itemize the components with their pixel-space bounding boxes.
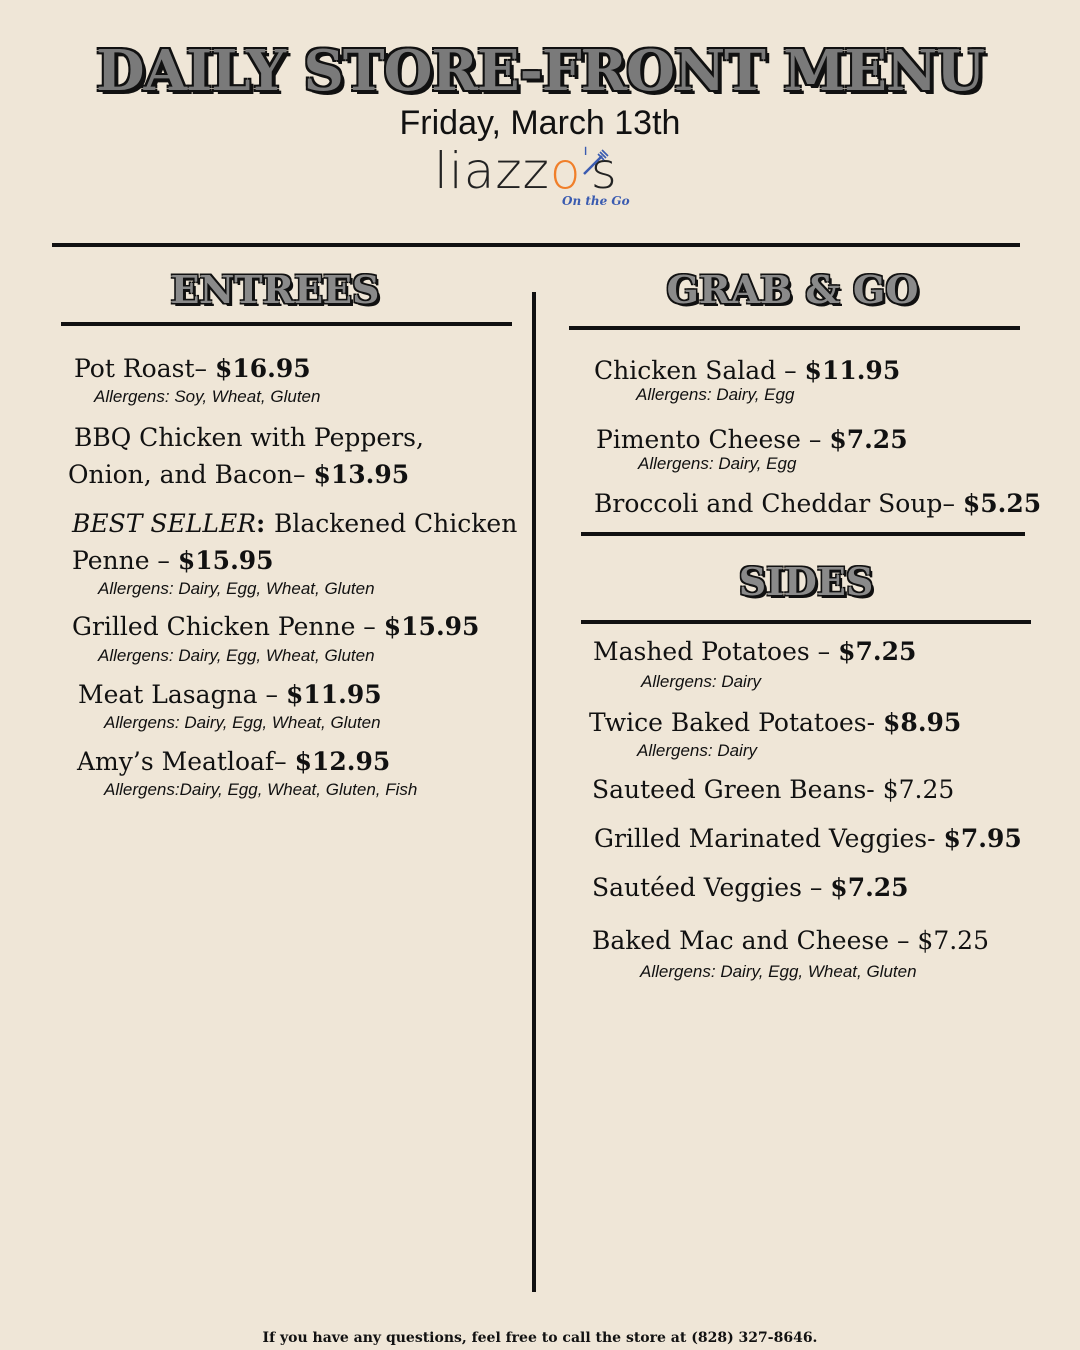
entree-allergens: Allergens: Soy, Wheat, Gluten — [94, 387, 321, 406]
grab-go-item: Pimento Cheese – $7.25 — [596, 425, 908, 454]
entree-item-best-seller: BEST SELLER: Blackened Chicken — [72, 509, 518, 538]
grab-go-allergens: Allergens: Dairy, Egg — [636, 385, 795, 404]
sides-allergens: Allergens: Dairy — [641, 672, 761, 691]
footer-contact: If you have any questions, feel free to call the store at (828) 327-8646. — [262, 1330, 818, 1346]
entree-item: Grilled Chicken Penne – $15.95 — [72, 612, 480, 641]
entree-item: Pot Roast– $16.95 — [74, 354, 311, 383]
grab-go-heading-rule — [569, 326, 1020, 330]
sides-allergens: Allergens: Dairy — [637, 741, 757, 760]
sides-item: Mashed Potatoes – $7.25 — [593, 637, 917, 666]
header-divider — [52, 243, 1020, 247]
best-seller-badge: BEST SELLER — [72, 509, 257, 538]
entree-allergens: Allergens: Dairy, Egg, Wheat, Gluten — [104, 713, 381, 732]
menu-date: Friday, March 13th — [399, 104, 681, 142]
sides-item: Twice Baked Potatoes- $8.95 — [589, 708, 962, 737]
liazzos-logo — [430, 142, 650, 214]
sides-item: Sautéed Veggies – $7.25 — [592, 873, 909, 902]
grab-go-item: Broccoli and Cheddar Soup– $5.25 — [594, 489, 1042, 518]
column-divider — [532, 292, 536, 1292]
entree-item-cont: Onion, and Bacon– $13.95 — [68, 460, 410, 489]
entree-item-cont: Penne – $15.95 — [72, 546, 274, 575]
grab-go-allergens: Allergens: Dairy, Egg — [638, 454, 797, 473]
grab-go-bottom-rule — [581, 532, 1025, 536]
entree-allergens: Allergens: Dairy, Egg, Wheat, Gluten — [98, 579, 375, 598]
sides-item: Sauteed Green Beans- $7.25 — [592, 775, 955, 804]
menu-title: DAILY STORE-FRONT MENU — [96, 38, 984, 104]
logo-wordmark: liazzo's — [434, 142, 618, 200]
logo-tagline: On the Go — [562, 194, 630, 208]
sides-item: Baked Mac and Cheese – $7.25 — [592, 926, 989, 955]
sides-item: Grilled Marinated Veggies- $7.95 — [594, 824, 1022, 853]
entrees-heading: ENTREES — [170, 267, 380, 312]
entree-allergens: Allergens: Dairy, Egg, Wheat, Gluten — [98, 646, 375, 665]
sides-heading-rule — [581, 620, 1031, 624]
grab-go-heading: GRAB & GO — [666, 267, 919, 312]
entree-item: BBQ Chicken with Peppers, — [74, 423, 424, 452]
entree-item: Amy’s Meatloaf– $12.95 — [77, 747, 391, 776]
sides-allergens: Allergens: Dairy, Egg, Wheat, Gluten — [640, 962, 917, 981]
entrees-heading-rule — [61, 322, 512, 326]
grab-go-item: Chicken Salad – $11.95 — [594, 356, 901, 385]
entree-item: Meat Lasagna – $11.95 — [78, 680, 382, 709]
entree-allergens: Allergens:Dairy, Egg, Wheat, Gluten, Fish — [104, 780, 418, 799]
sides-heading: SIDES — [738, 559, 874, 604]
fork-icon — [580, 148, 610, 178]
